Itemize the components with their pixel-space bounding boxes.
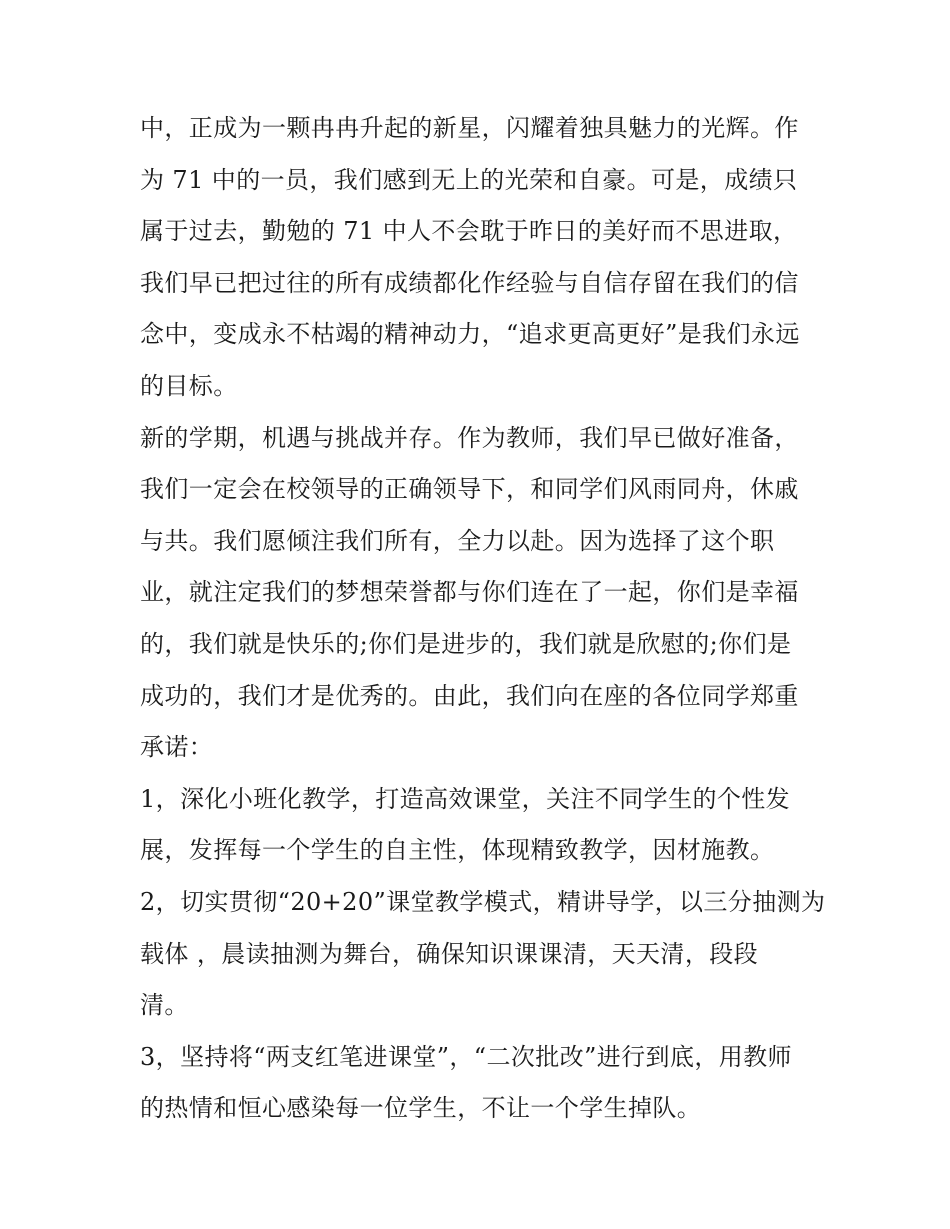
document-body [140, 103, 826, 1135]
text-line: 1，深化小班化教学，打造高效课堂，关注不同学生的个性发 [140, 784, 791, 813]
text-line: 我们早已把过往的所有成绩都化作经验与自信存留在我们的信 [140, 268, 799, 297]
text-line: 新的学期，机遇与挑战并存。作为教师，我们早已做好准备， [140, 423, 799, 452]
text-line: 为 71 中的一员，我们感到无上的光荣和自豪。可是，成绩只 [140, 165, 798, 194]
text-line: 的热情和恒心感染每一位学生，不让一个学生掉队。 [140, 1094, 702, 1123]
text-line: 属于过去，勤勉的 71 中人不会耽于昨日的美好而不思进取， [140, 217, 798, 246]
text-line: 的目标。 [140, 371, 238, 400]
text-line: 承诺： [140, 733, 214, 762]
text-line: 清。 [140, 991, 189, 1020]
text-line: 成功的，我们才是优秀的。由此，我们向在座的各位同学郑重 [140, 681, 799, 710]
text-line: 的，我们就是快乐的;你们是进步的，我们就是欣慰的;你们是 [140, 629, 792, 658]
text-line: 与共。我们愿倾注我们所有，全力以赴。因为选择了这个职 [140, 526, 775, 555]
text-line: 2，切实贯彻“20+20”课堂教学模式，精讲导学，以三分抽测为 [140, 887, 826, 916]
text-line: 3，坚持将“两支红笔进课堂”，“二次批改”进行到底，用教师 [140, 1042, 792, 1071]
text-line: 载体 ，晨读抽测为舞台，确保知识课课清，天天清，段段 [140, 939, 759, 968]
text-line: 中，正成为一颗冉冉升起的新星，闪耀着独具魅力的光辉。作 [140, 114, 799, 142]
text-line: 展，发挥每一个学生的自主性，体现精致教学，因材施教。 [140, 836, 775, 865]
text-line: 我们一定会在校领导的正确领导下，和同学们风雨同舟，休戚 [140, 475, 799, 504]
text-line: 业，就注定我们的梦想荣誉都与你们连在了一起，你们是幸福 [140, 578, 799, 607]
text-line: 念中，变成永不枯竭的精神动力，“追求更高更好”是我们永远 [140, 320, 800, 349]
